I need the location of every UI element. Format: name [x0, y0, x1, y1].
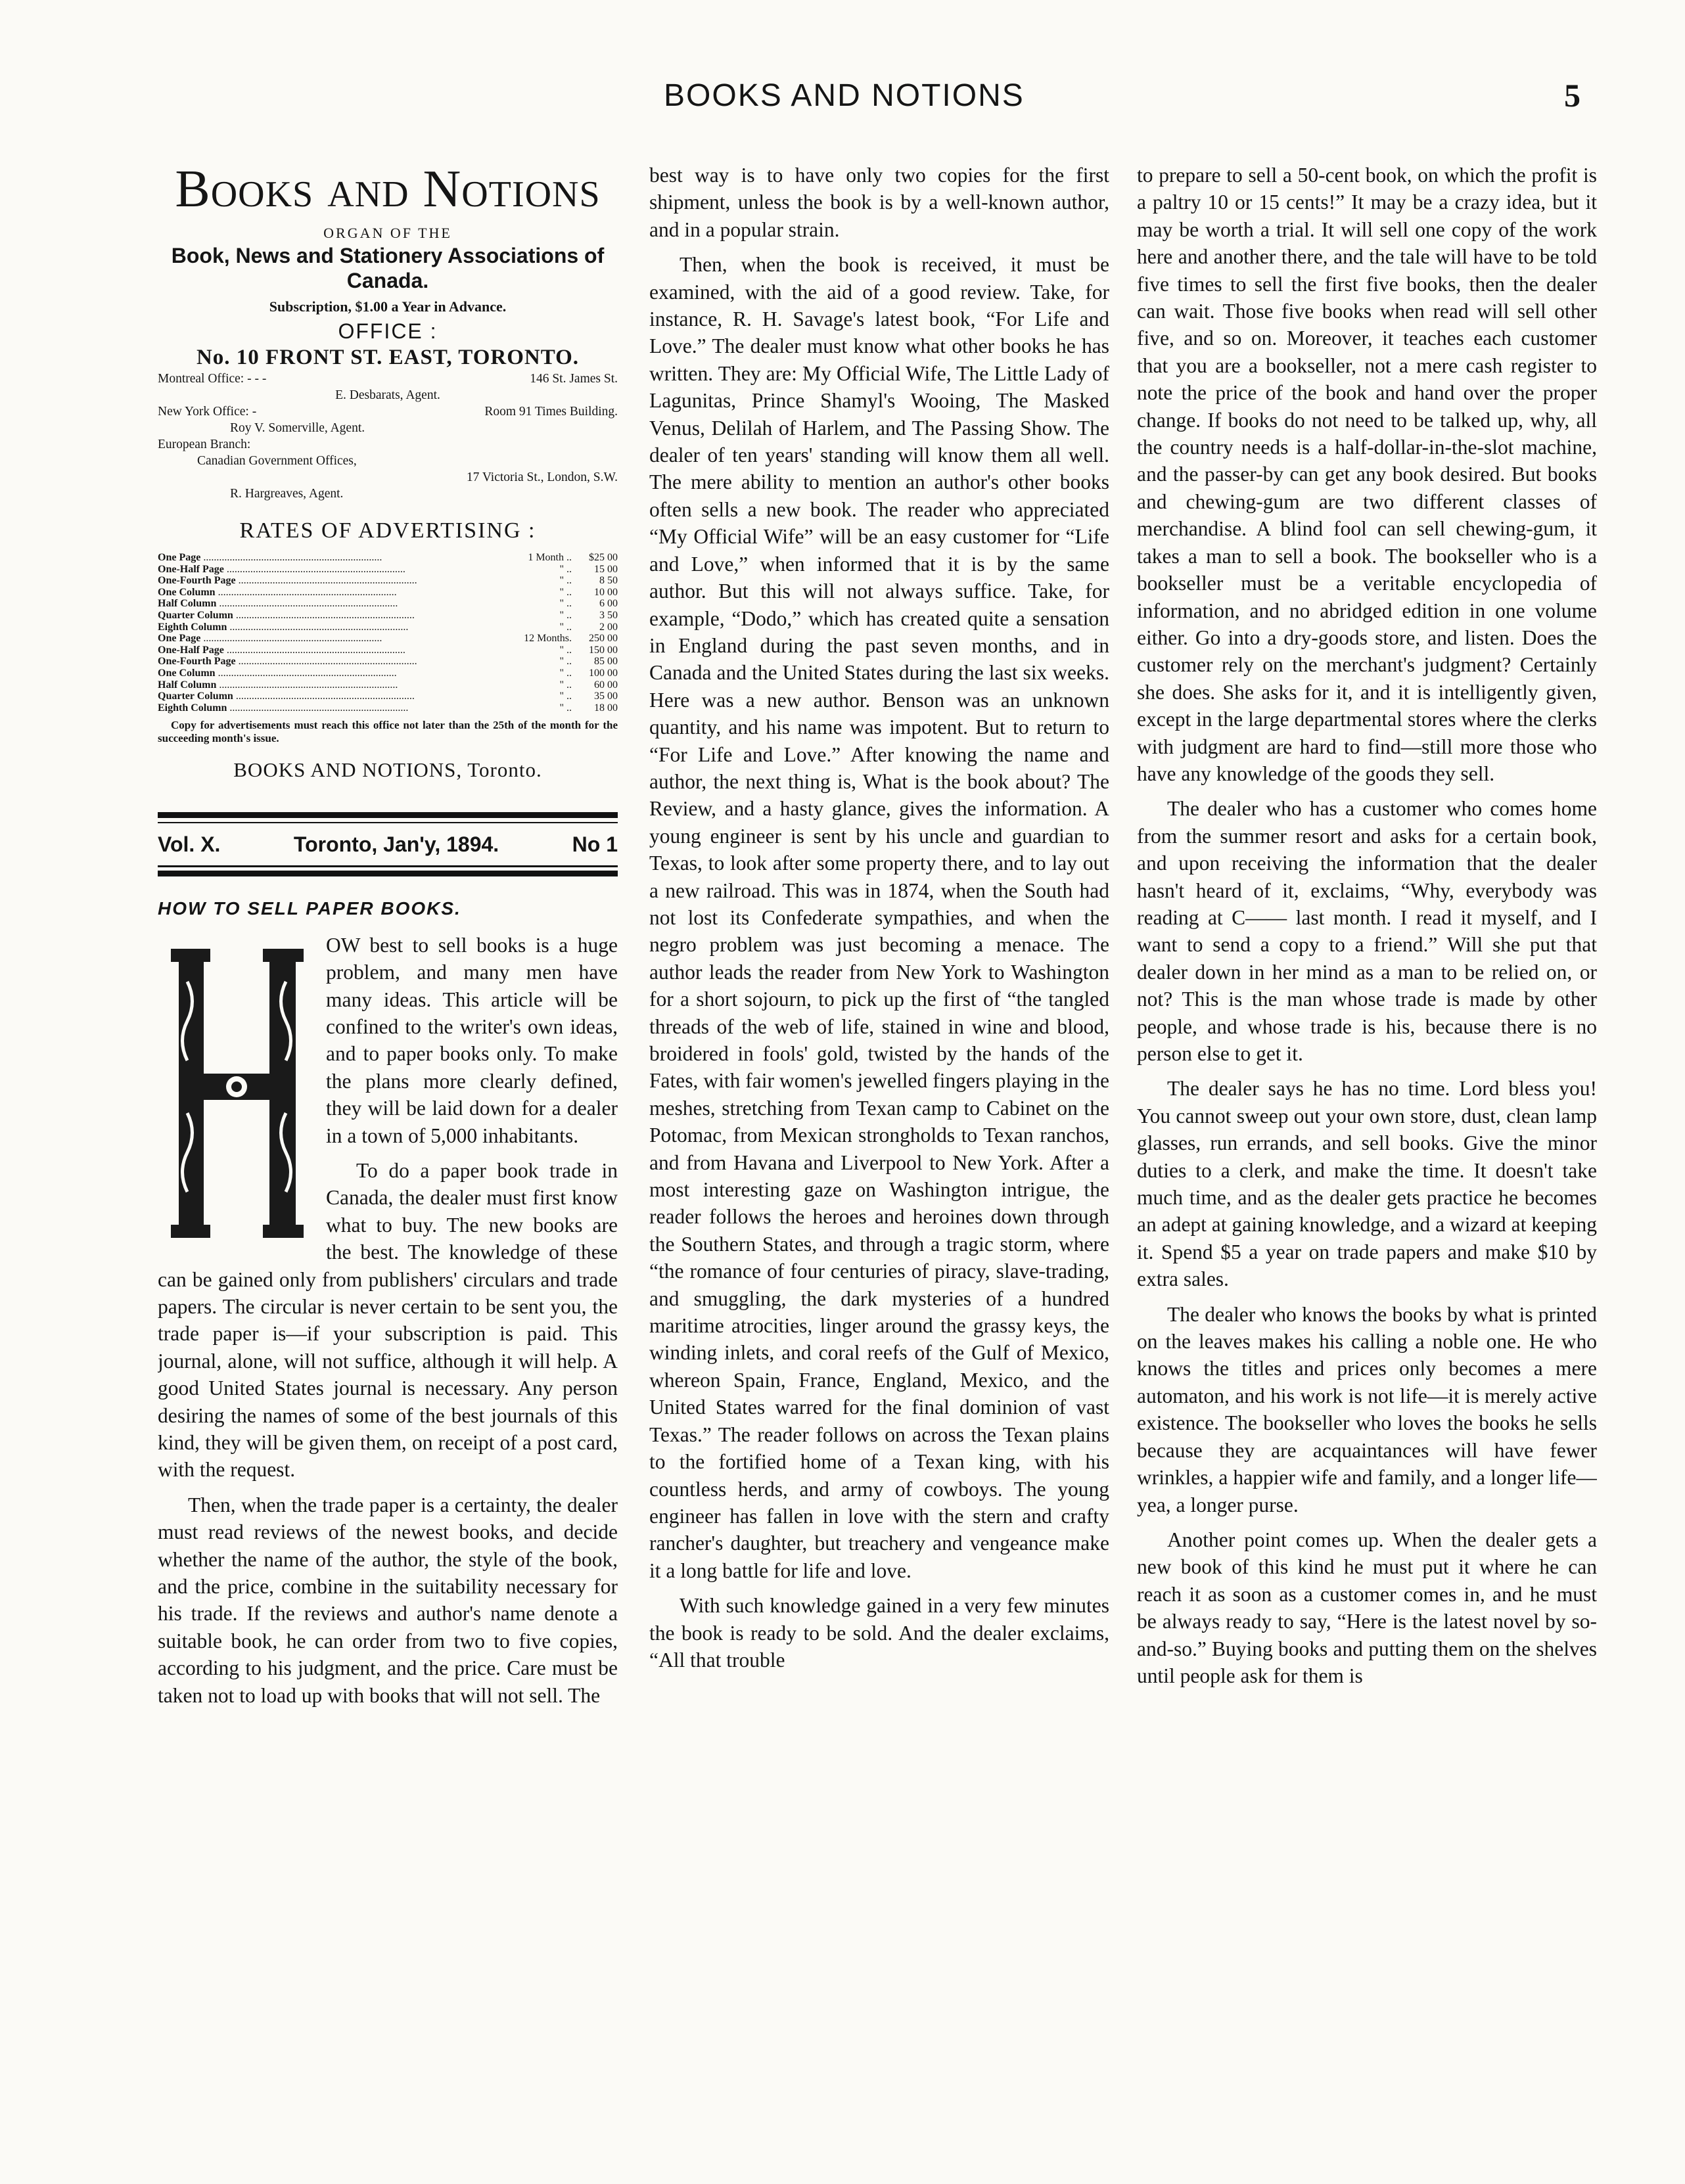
rate-amount: 85 00: [594, 656, 618, 668]
article-paragraph: The dealer who knows the books by what is printed on the leaves makes his calling a noble one. He who knows the titles and prices only becomes a mere automaton, and his work is not life—it is merely active existence. The bookseller who loves the books he sells because they are acquaintances will have fewer wrinkles, a happier wife and family, and a longer life—yea, a longer purse.: [1137, 1302, 1597, 1516]
rates-row: [158, 656, 618, 668]
rate-period: " ..: [559, 575, 572, 587]
rate-label: One Page .....: [158, 552, 493, 564]
rate-amount: 2 00: [599, 621, 618, 633]
article-paragraph: Then, when the trade paper is a certainty, the dealer must read reviews of the newest books, and decide whether the name of the author, the style of the book, and the price, combine in the suitability necessary for his trade. If the reviews and author's name denote a suitable book, he can order from two to five copies, according to his judgment, and the price. Care must be taken not to load up with books that will not sell. The: [158, 1493, 618, 1707]
article-paragraph: OW best to sell books is a huge problem, and many men have many ideas. This article will be confined to the writer's own ideas, and to paper books only. To make the plans more clearly defined, they will be laid down for a dealer in a town of 5,000 inhabitants.: [326, 933, 618, 1147]
rate-amount: 18 00: [594, 702, 618, 714]
issue-number: No 1: [572, 832, 618, 857]
branch-offices: [158, 371, 618, 502]
rate-amount: 6 00: [599, 598, 618, 610]
article-title: HOW TO SELL PAPER BOOKS.: [158, 898, 461, 919]
office-heading: OFFICE :: [338, 319, 438, 343]
organ-of-line: ORGAN OF THE: [323, 225, 452, 241]
rate-amount: 60 00: [594, 679, 618, 691]
running-title: BOOKS AND NOTIONS: [664, 78, 1025, 113]
rate-period: " ..: [559, 586, 572, 598]
column-1: [158, 162, 618, 2159]
rate-label: Eighth Column .....: [158, 622, 493, 633]
article-paragraph: With such knowledge gained in a very few minutes the book is ready to be sold. And the dealer exclaims, “All that trouble: [649, 1594, 1109, 1672]
ornamental-dropcap-image: [158, 936, 317, 1251]
page-number: 5: [1564, 77, 1581, 114]
rule-thin: [158, 865, 618, 867]
rate-amount: $25 00: [589, 552, 618, 563]
montreal-address: 146 St. James St.: [530, 372, 618, 386]
rates-row: [158, 691, 618, 702]
rate-label: Eighth Column .....: [158, 702, 493, 714]
newyork-label: New York Office: -: [158, 405, 257, 419]
rate-period: 1 Month ..: [528, 552, 572, 563]
rates-table: [158, 552, 618, 714]
article-paragraph: To do a paper book trade in Canada, the dealer must first know what to buy. The new books are the best. The knowledge of these can be gained only from publishers' circulars and trade papers. The circular is never certain to be sent you, the trade paper is—if your subscription is paid. This journal, alone, will not suffice, although it will help. A good United States journal is necessary. Any person desiring the names of some of the best journals of this kind, they will be given them, on receipt of a post card, with the request.: [158, 1158, 618, 1482]
subscription-line: Subscription, $1.00 a Year in Advance.: [269, 298, 507, 315]
rate-label: One-Half Page .....: [158, 564, 493, 576]
article-paragraph: best way is to have only two copies for the first shipment, unless the book is by a well-known author, and in a popular strain.: [649, 164, 1109, 241]
rate-label: Half Column .....: [158, 598, 493, 610]
article-paragraph: to prepare to sell a 50-cent book, on which the profit is a paltry 10 or 15 cents!” It may be a crazy idea, but it may be worth a trial. It will sell one copy of the work here and another there, and the tale will have to be told five times to sell the first five books, then the dealer can wait. Those five books when read will sell other five, and so on. Moreover, it teaches each customer that you are a bookseller, not a mere cash register to note the price of the book and hand over the proper change. If books do not need to be talked up, why, all the country needs is a half-dollar-in-the-slot machine, and the passer-by can get any book desired. But books and chewing-gum are two different classes of merchandise. A blind fool can sell chewing-gum, it takes a man to sell a book. The bookseller who is a bookseller must be a veritable encyclopedia of information, and no abridged edition in one volume either. Go into a dry-goods store, and listen. Does the customer rely on the merchant's judgment? Certainly she does. She asks for it, and it is intelligently given, except in the large departmental stores where the clerks with judgment are hard to find—still more those who have any knowledge of the goods they sell.: [1137, 164, 1597, 785]
rule-thick: [158, 871, 618, 876]
rate-period: " ..: [559, 656, 572, 668]
rate-period: " ..: [559, 667, 572, 679]
article-paragraph: Another point comes up. When the dealer gets a new book of this kind he must put it where he can reach it as soon as a customer comes in, and he must be always ready to say, “Here is the latest novel by so-and-so.” Buying books and putting them on the shelves until people ask for them is: [1137, 1528, 1597, 1687]
rate-period: " ..: [559, 691, 572, 702]
rate-period: " ..: [559, 598, 572, 610]
rate-period: " ..: [559, 621, 572, 633]
rates-row: [158, 598, 618, 610]
rate-amount: 35 00: [594, 691, 618, 702]
rates-row: [158, 552, 618, 564]
rate-period: " ..: [559, 679, 572, 691]
rates-row: [158, 622, 618, 633]
european-agent: R. Hargreaves, Agent.: [230, 487, 344, 501]
rate-label: Half Column .....: [158, 679, 493, 691]
column-3: [1137, 162, 1597, 2159]
european-offices: Canadian Government Offices,: [197, 454, 357, 468]
rates-row: [158, 587, 618, 599]
rates-row: [158, 575, 618, 587]
issue-line: [158, 823, 618, 865]
rate-period: " ..: [559, 644, 572, 656]
newyork-agent: Roy V. Somerville, Agent.: [230, 421, 365, 435]
rates-heading: RATES OF ADVERTISING :: [239, 518, 536, 543]
rate-period: " ..: [559, 609, 572, 621]
rate-amount: 8 50: [599, 575, 618, 587]
publication-footer: BOOKS AND NOTIONS, Toronto.: [233, 758, 542, 782]
european-address: 17 Victoria St., London, S.W.: [466, 470, 618, 484]
article-paragraph: The dealer who has a customer who comes home from the summer resort and asks for a certain book, and upon receiving the information that the dealer hasn't heard of it, exclaims, “Why, everybody was reading at C—— last month. I read it myself, and I want to send a copy to a friend.” Will she put that dealer down in her mind as a man to be relied on, or not? This is the man whose trade is made by other people, and whose trade is his, because there is no person else to get it.: [1137, 797, 1597, 1065]
rate-label: One-Fourth Page .....: [158, 575, 493, 587]
rates-row: [158, 668, 618, 679]
issue-place-date: Toronto, Jan'y, 1894.: [293, 832, 499, 857]
rate-period: " ..: [559, 702, 572, 714]
rate-label: One Column .....: [158, 587, 493, 599]
rate-label: Quarter Column .....: [158, 610, 493, 622]
rates-row: [158, 679, 618, 691]
rate-amount: 15 00: [594, 563, 618, 575]
rates-row: [158, 633, 618, 645]
rates-row: [158, 564, 618, 576]
rates-row: [158, 702, 618, 714]
rate-label: One-Fourth Page .....: [158, 656, 493, 668]
office-address: No. 10 FRONT ST. EAST, TORONTO.: [196, 346, 580, 369]
rate-amount: 150 00: [589, 644, 618, 656]
rate-amount: 10 00: [594, 586, 618, 598]
article-paragraph: Then, when the book is received, it must be examined, with the aid of a good review. Take, for instance, R. H. Savage's latest book, “For Life and Love.” The dealer must know what other books he has written. They are: My Official Wife, The Little Lady of Lagunitas, Prince Shamyl's Wooing, The Masked Venus, Delilah of Harlem, and The Passing Show. The dealer of ten years' standing will know them all well. The mere ability to mention an author's other books often sells a new book. The reader who appreciated “My Official Wife” will be an easy customer for “Life and Love,” when informed that it is by the same author. But this will not always suffice. Take, for example, “Dodo,” which has created quite a sensation in England during the past seven months, and in Canada and the United States during the last six weeks. Here was a new author. Benson was an unknown quantity, and his name was impotent. But to return to “For Life and Love.” After knowing the name and author, the next thing is, What is the book about? The Review, and a hasty glance, gives the information. A young engineer is sent by his uncle and guardian to Texas, to look after some property there, and to lay out a new railroad. This was in 1874, when the South had not lost its Confederate sympathies, and when the negro problem was just becoming a menace. The author leads the reader from New York to Washington for a short sojourn, to pick up the first of “the tangled threads of the web of life, stained in wine and blood, broidered in fools' gold, twisted by the hands of the Fates, with fair women's jewelled fingers playing in the meshes, stretching from Texan camp to Cabinet on the Potomac, from Mexican strongholds to Texan ranchos, and from Havana and Liverpool to New York. After a most interesting gaze on Washington intrigue, the reader follows the heroes and heroines down through the Southern States, and through a tragic storm, where “the romance of four centuries of piracy, slave-trading, and smuggling, the dark mysteries of a hundred maritime atrocities, linger around the grassy keys, the winding inlets, and coral reefs of the Gulf of Mexico, whereon Spain, France, England, Mexico, and the United States warred for the final dominion of vast Texas.” The reader follows on across the Texan plains to the fortified home of a Texan king, with his countless herds, and army of cowboys. The young engineer has fallen in love with the stern and crafty rancher's daughter, but treachery and vengeance make it a long battle for life and love.: [649, 253, 1109, 1582]
copy-deadline-note: Copy for advertisements must reach this office not later than the 25th of the month for the succeeding month's issue.: [158, 719, 618, 745]
rule-thick: [158, 812, 618, 818]
rates-row: [158, 645, 618, 656]
rate-label: Quarter Column .....: [158, 691, 493, 702]
rate-amount: 100 00: [589, 667, 618, 679]
association-name: Book, News and Stationery Associations of Canada.: [171, 244, 605, 292]
column-2: [649, 162, 1109, 2159]
rate-period: 12 Months.: [524, 633, 572, 645]
rate-label: One-Half Page .....: [158, 645, 493, 656]
rate-label: One Column .....: [158, 668, 493, 679]
rate-amount: 250 00: [589, 633, 618, 645]
article-paragraph: The dealer says he has no time. Lord bless you! You cannot sweep out your own store, dust, clean lamp glasses, run errands, and sell books. Give the minor duties to a clerk, and make the time. It doesn't take much time, and as the dealer gets practice he becomes an adept at gaining knowledge, and a wizard at keeping it. Spend $5 a year on trade papers and make $10 by extra sales.: [1137, 1077, 1597, 1291]
european-label: European Branch:: [158, 438, 251, 451]
rates-row: [158, 610, 618, 622]
rate-period: " ..: [559, 563, 572, 575]
rate-amount: 3 50: [599, 609, 618, 621]
montreal-label: Montreal Office: - - -: [158, 372, 267, 386]
issue-volume: Vol. X.: [158, 832, 221, 857]
montreal-agent: E. Desbarats, Agent.: [335, 388, 440, 402]
masthead-title: Books and Notions: [175, 162, 601, 218]
newyork-address: Room 91 Times Building.: [484, 405, 618, 419]
rate-label: One Page .....: [158, 633, 493, 645]
